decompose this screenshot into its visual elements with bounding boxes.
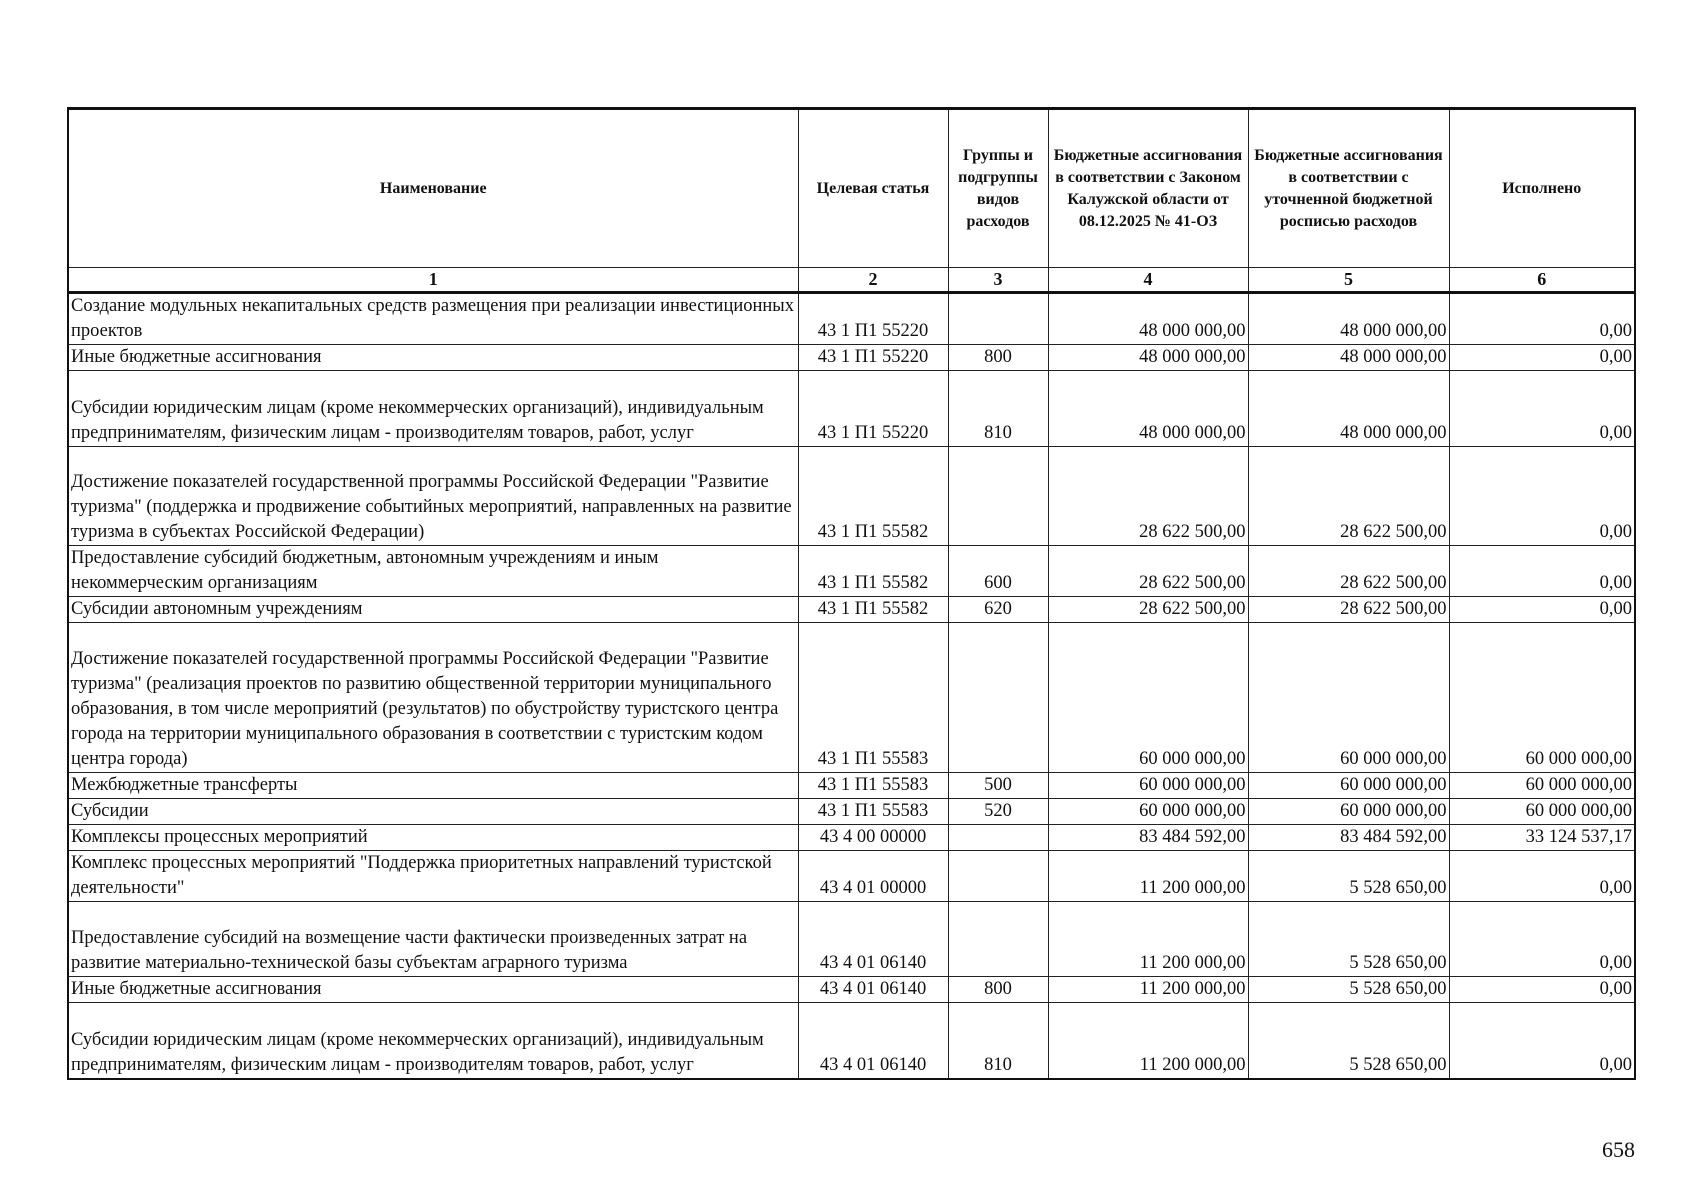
cell-refined: 5 528 650,00 (1248, 851, 1449, 902)
header-name: Наименование (68, 109, 798, 268)
cell-group: 620 (948, 597, 1048, 623)
table-row (68, 293, 1635, 345)
cell-done: 33 124 537,17 (1449, 825, 1635, 851)
cell-target: 43 1 П1 55583 (798, 623, 948, 773)
cell-refined: 60 000 000,00 (1248, 623, 1449, 773)
table-row (68, 825, 1635, 851)
cell-target: 43 4 00 00000 (798, 825, 948, 851)
cell-done: 0,00 (1449, 546, 1635, 597)
cell-refined: 48 000 000,00 (1248, 345, 1449, 371)
column-number: 2 (798, 268, 948, 293)
page-number: 658 (1602, 1137, 1635, 1162)
cell-name: Достижение показателей государственной программы Российской Федерации "Развитие туризма" (поддержка и продвижение событийных мероприятий, направленных на развитие туризма в субъектах Российской Федерации) (68, 447, 798, 546)
table-row (68, 447, 1635, 546)
budget-table (67, 107, 1636, 1080)
cell-group: 600 (948, 546, 1048, 597)
cell-group (948, 293, 1048, 345)
header-row (68, 109, 1635, 268)
cell-group: 810 (948, 1003, 1048, 1079)
header-target: Целевая статья (798, 109, 948, 268)
table-row (68, 623, 1635, 773)
cell-done: 0,00 (1449, 371, 1635, 447)
cell-refined: 83 484 592,00 (1248, 825, 1449, 851)
column-number: 5 (1248, 268, 1449, 293)
cell-name: Достижение показателей государственной программы Российской Федерации "Развитие туризма" (реализация проектов по развитию общественной территории муниципального образования, в том числе мероприятий (результатов) по обустройству туристского центра города на территории муниципального образования в соответствии с туристским кодом центра города) (68, 623, 798, 773)
cell-done: 0,00 (1449, 293, 1635, 345)
cell-law: 28 622 500,00 (1048, 546, 1248, 597)
column-number: 3 (948, 268, 1048, 293)
cell-refined: 48 000 000,00 (1248, 293, 1449, 345)
cell-name: Межбюджетные трансферты (68, 773, 798, 799)
cell-done: 0,00 (1449, 977, 1635, 1003)
cell-law: 48 000 000,00 (1048, 371, 1248, 447)
cell-target: 43 1 П1 55220 (798, 345, 948, 371)
cell-law: 60 000 000,00 (1048, 799, 1248, 825)
cell-target: 43 1 П1 55582 (798, 447, 948, 546)
cell-name: Предоставление субсидий бюджетным, автономным учреждениям и иным некоммерческим организациям (68, 546, 798, 597)
cell-law: 60 000 000,00 (1048, 773, 1248, 799)
cell-name: Субсидии юридическим лицам (кроме некоммерческих организаций), индивидуальным предпринимателям, физическим лицам - производителям товаров, работ, услуг (68, 371, 798, 447)
cell-refined: 60 000 000,00 (1248, 773, 1449, 799)
cell-name: Субсидии юридическим лицам (кроме некоммерческих организаций), индивидуальным предпринимателям, физическим лицам - производителям товаров, работ, услуг (68, 1003, 798, 1079)
cell-done: 0,00 (1449, 1003, 1635, 1079)
table-row (68, 597, 1635, 623)
column-number: 1 (68, 268, 798, 293)
cell-refined: 48 000 000,00 (1248, 371, 1449, 447)
cell-law: 11 200 000,00 (1048, 1003, 1248, 1079)
cell-done: 60 000 000,00 (1449, 773, 1635, 799)
cell-name: Субсидии автономным учреждениям (68, 597, 798, 623)
cell-target: 43 1 П1 55220 (798, 371, 948, 447)
cell-target: 43 1 П1 55582 (798, 597, 948, 623)
table-row (68, 546, 1635, 597)
cell-target: 43 1 П1 55583 (798, 799, 948, 825)
header-groups: Группы и подгруппы видов расходов (948, 109, 1048, 268)
header-done: Исполнено (1449, 109, 1635, 268)
table-row (68, 371, 1635, 447)
cell-law: 11 200 000,00 (1048, 902, 1248, 977)
table-row (68, 977, 1635, 1003)
cell-law: 11 200 000,00 (1048, 977, 1248, 1003)
cell-name: Комплексы процессных мероприятий (68, 825, 798, 851)
cell-refined: 5 528 650,00 (1248, 902, 1449, 977)
cell-group: 800 (948, 977, 1048, 1003)
cell-name: Иные бюджетные ассигнования (68, 977, 798, 1003)
table-row (68, 902, 1635, 977)
column-number: 4 (1048, 268, 1248, 293)
cell-done: 60 000 000,00 (1449, 623, 1635, 773)
header-refined: Бюджетные ассигнования в соответствии с уточненной бюджетной росписью расходов (1248, 109, 1449, 268)
table-row (68, 345, 1635, 371)
cell-done: 0,00 (1449, 597, 1635, 623)
cell-law: 60 000 000,00 (1048, 623, 1248, 773)
cell-group: 500 (948, 773, 1048, 799)
cell-law: 28 622 500,00 (1048, 597, 1248, 623)
cell-group: 520 (948, 799, 1048, 825)
cell-done: 0,00 (1449, 447, 1635, 546)
cell-target: 43 4 01 00000 (798, 851, 948, 902)
cell-law: 48 000 000,00 (1048, 345, 1248, 371)
cell-target: 43 1 П1 55583 (798, 773, 948, 799)
cell-group: 810 (948, 371, 1048, 447)
cell-group (948, 623, 1048, 773)
cell-group (948, 825, 1048, 851)
cell-target: 43 1 П1 55582 (798, 546, 948, 597)
cell-group (948, 851, 1048, 902)
cell-refined: 5 528 650,00 (1248, 977, 1449, 1003)
table-row (68, 851, 1635, 902)
cell-group (948, 902, 1048, 977)
cell-refined: 28 622 500,00 (1248, 447, 1449, 546)
cell-law: 48 000 000,00 (1048, 293, 1248, 345)
cell-name: Создание модульных некапитальных средств размещения при реализации инвестиционных проектов (68, 293, 798, 345)
column-numbers-row (68, 268, 1635, 293)
cell-target: 43 4 01 06140 (798, 902, 948, 977)
cell-name: Комплекс процессных мероприятий "Поддержка приоритетных направлений туристской деятельности" (68, 851, 798, 902)
cell-name: Субсидии (68, 799, 798, 825)
cell-target: 43 1 П1 55220 (798, 293, 948, 345)
cell-group: 800 (948, 345, 1048, 371)
cell-law: 11 200 000,00 (1048, 851, 1248, 902)
header-law: Бюджетные ассигнования в соответствии с Законом Калужской области от 08.12.2025 № 41-ОЗ (1048, 109, 1248, 268)
cell-target: 43 4 01 06140 (798, 1003, 948, 1079)
cell-group (948, 447, 1048, 546)
cell-target: 43 4 01 06140 (798, 977, 948, 1003)
column-number: 6 (1449, 268, 1635, 293)
cell-refined: 28 622 500,00 (1248, 597, 1449, 623)
cell-name: Иные бюджетные ассигнования (68, 345, 798, 371)
cell-done: 0,00 (1449, 851, 1635, 902)
cell-refined: 5 528 650,00 (1248, 1003, 1449, 1079)
cell-done: 0,00 (1449, 345, 1635, 371)
cell-law: 83 484 592,00 (1048, 825, 1248, 851)
cell-done: 0,00 (1449, 902, 1635, 977)
cell-refined: 60 000 000,00 (1248, 799, 1449, 825)
cell-refined: 28 622 500,00 (1248, 546, 1449, 597)
table-row (68, 799, 1635, 825)
cell-law: 28 622 500,00 (1048, 447, 1248, 546)
table-row (68, 773, 1635, 799)
cell-name: Предоставление субсидий на возмещение части фактически произведенных затрат на развитие материально-технической базы субъектам аграрного туризма (68, 902, 798, 977)
table-row (68, 1003, 1635, 1079)
cell-done: 60 000 000,00 (1449, 799, 1635, 825)
